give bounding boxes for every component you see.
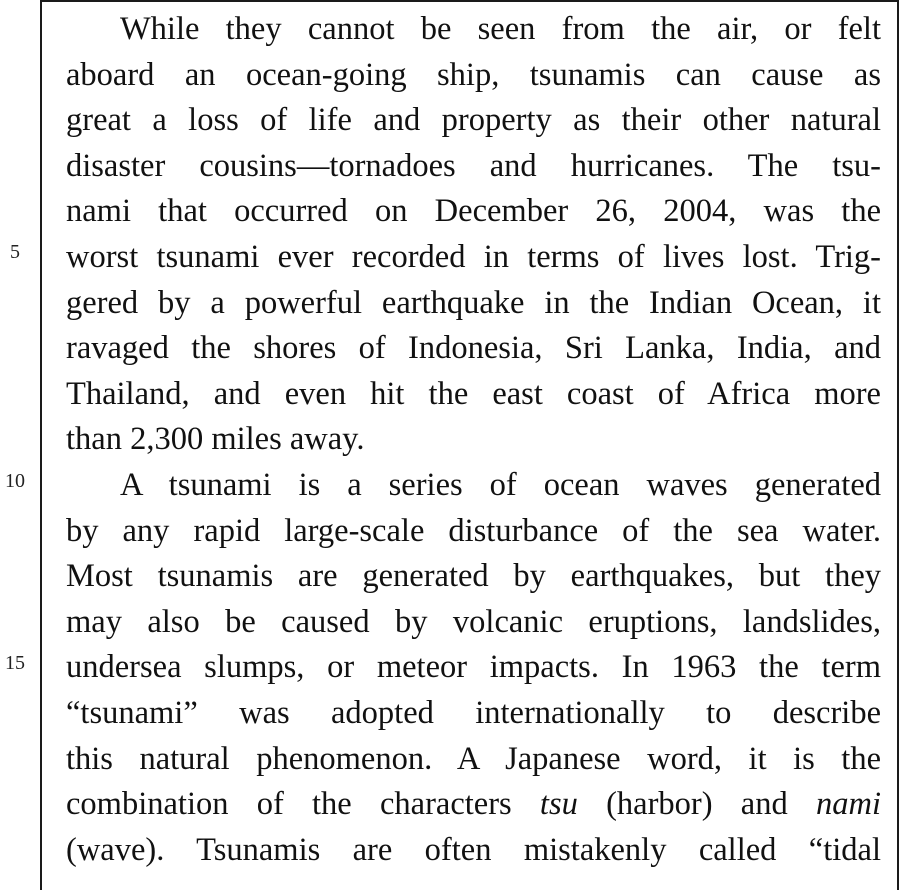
passage-line: aboard an ocean-going ship, tsunamis can cause as <box>66 56 881 93</box>
passage-line: worst tsunami ever recorded in terms of lives lost. Trig- <box>66 238 881 275</box>
line-text: combination of the characters <box>66 786 540 823</box>
passage-line: gered by a powerful earthquake in the Indian Ocean, it <box>66 284 881 321</box>
passage-line: ravaged the shores of Indonesia, Sri Lanka, India, and <box>66 330 881 367</box>
passage-line: “tsunami” was adopted internationally to describe <box>66 694 881 731</box>
passage-line: may also be caused by volcanic eruptions, landslides, <box>66 603 881 640</box>
passage-line: A tsunami is a series of ocean waves generated <box>120 466 881 503</box>
passage-line: disaster cousins—tornadoes and hurricanes. The tsu- <box>66 147 881 184</box>
line-number-10: 10 <box>5 470 25 492</box>
passage-line: by any rapid large-scale disturbance of the sea water. <box>66 512 881 549</box>
line-number-5: 5 <box>10 241 20 263</box>
passage-line: Thailand, and even hit the east coast of Africa more <box>66 375 881 412</box>
italic-term-nami: nami <box>815 786 881 823</box>
passage-line: this natural phenomenon. A Japanese word, it is the <box>66 740 881 777</box>
passage-line: While they cannot be seen from the air, or felt <box>120 11 881 47</box>
passage-text <box>66 7 881 873</box>
line-number-15: 15 <box>5 652 25 674</box>
passage-line: than 2,300 miles away. <box>66 421 365 458</box>
italic-term-tsu: tsu <box>539 786 578 823</box>
passage-line: undersea slumps, or meteor impacts. In 1963 the term <box>66 649 881 686</box>
passage-line: great a loss of life and property as their other natural <box>66 102 881 139</box>
passage-line: (wave). Tsunamis are often mistakenly called “tidal <box>66 831 881 868</box>
passage-line: Most tsunamis are generated by earthquakes, but they <box>66 558 881 595</box>
passage-line-with-italics <box>66 782 881 828</box>
line-text: (harbor) and <box>577 786 816 823</box>
passage-line: nami that occurred on December 26, 2004, was the <box>66 193 881 230</box>
